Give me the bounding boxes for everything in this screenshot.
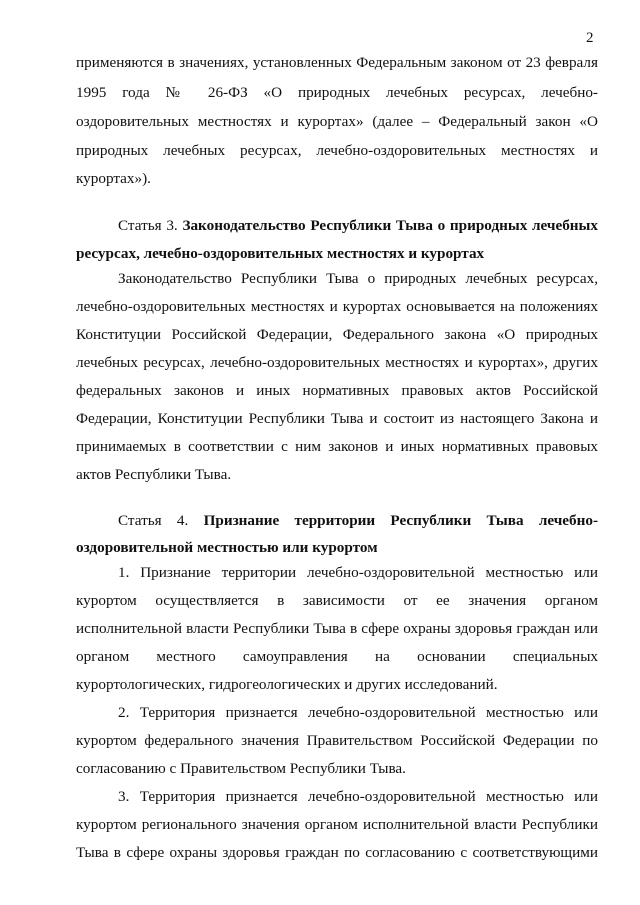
text-line: применяются в значениях, установленных Федеральным законом от 23 февраля (76, 54, 598, 71)
text-line: курортах»). (76, 170, 151, 187)
article-4-title-cont: оздоровительной местностью или курортом (76, 539, 378, 556)
text-line: согласованию с Правительством Республики Тыва. (76, 760, 406, 777)
text-line: курортологических, гидрогеологических и других исследований. (76, 676, 498, 693)
article-3-heading-cont (76, 243, 598, 265)
article-3-title: Законодательство Республики Тыва о природных лечебных (182, 217, 598, 234)
text-line: лечебно-оздоровительных местностях и курортах основывается на положениях (76, 298, 598, 315)
article-4-title: Признание территории Республики Тыва лечебно- (203, 512, 598, 529)
text-line: лечебных ресурсах, лечебно-оздоровительных местностях и курортах», других (76, 354, 598, 371)
text-line: федеральных законов и иных нормативных правовых актов Российской (76, 382, 598, 399)
text-line: курортом федерального значения Правительством Российской Федерации по (76, 732, 598, 749)
text-line: органом местного самоуправления на основании специальных (76, 648, 598, 665)
article-4-heading (118, 510, 598, 532)
text-line: 3. Территория признается лечебно-оздоровительной местностью или (118, 788, 598, 805)
text-line: курортом регионального значения органом исполнительной власти Республики (76, 816, 598, 833)
text-line: исполнительной власти Республики Тыва в сфере охраны здоровья граждан или (76, 620, 598, 637)
article-4-heading-cont (76, 537, 598, 559)
text-line: 2. Территория признается лечебно-оздоровительной местностью или (118, 704, 598, 721)
article-3-title-cont: ресурсах, лечебно-оздоровительных местностях и курортах (76, 245, 485, 262)
text-line: принимаемых в соответствии с ним законов и иных нормативных правовых (76, 438, 598, 455)
page-number: 2 (586, 30, 594, 46)
text-line: Конституции Российской Федерации, Федерального закона «О природных (76, 326, 598, 343)
article-3-heading (118, 215, 598, 237)
text-line: 1995 года № 26-ФЗ «О природных лечебных ресурсах, лечебно- (76, 84, 598, 101)
text-line: оздоровительных местностях и курортах» (далее – Федеральный закон «О (76, 113, 598, 130)
text-line: природных лечебных ресурсах, лечебно-оздоровительных местностях и (76, 142, 598, 159)
text-line: Федерации, Конституции Республики Тыва и состоит из настоящего Закона и (76, 410, 598, 427)
text-line: Тыва в сфере охраны здоровья граждан по согласованию с соответствующими (76, 844, 598, 861)
article-4-prefix: Статья 4. (118, 512, 189, 529)
text-line: курортом осуществляется в зависимости от ее значения органом (76, 592, 598, 609)
article-3-prefix: Статья 3. (118, 217, 178, 234)
text-line: 1. Признание территории лечебно-оздоровительной местностью или (118, 564, 598, 581)
text-line: актов Республики Тыва. (76, 466, 232, 483)
text-line: Законодательство Республики Тыва о природных лечебных ресурсах, (118, 270, 598, 287)
